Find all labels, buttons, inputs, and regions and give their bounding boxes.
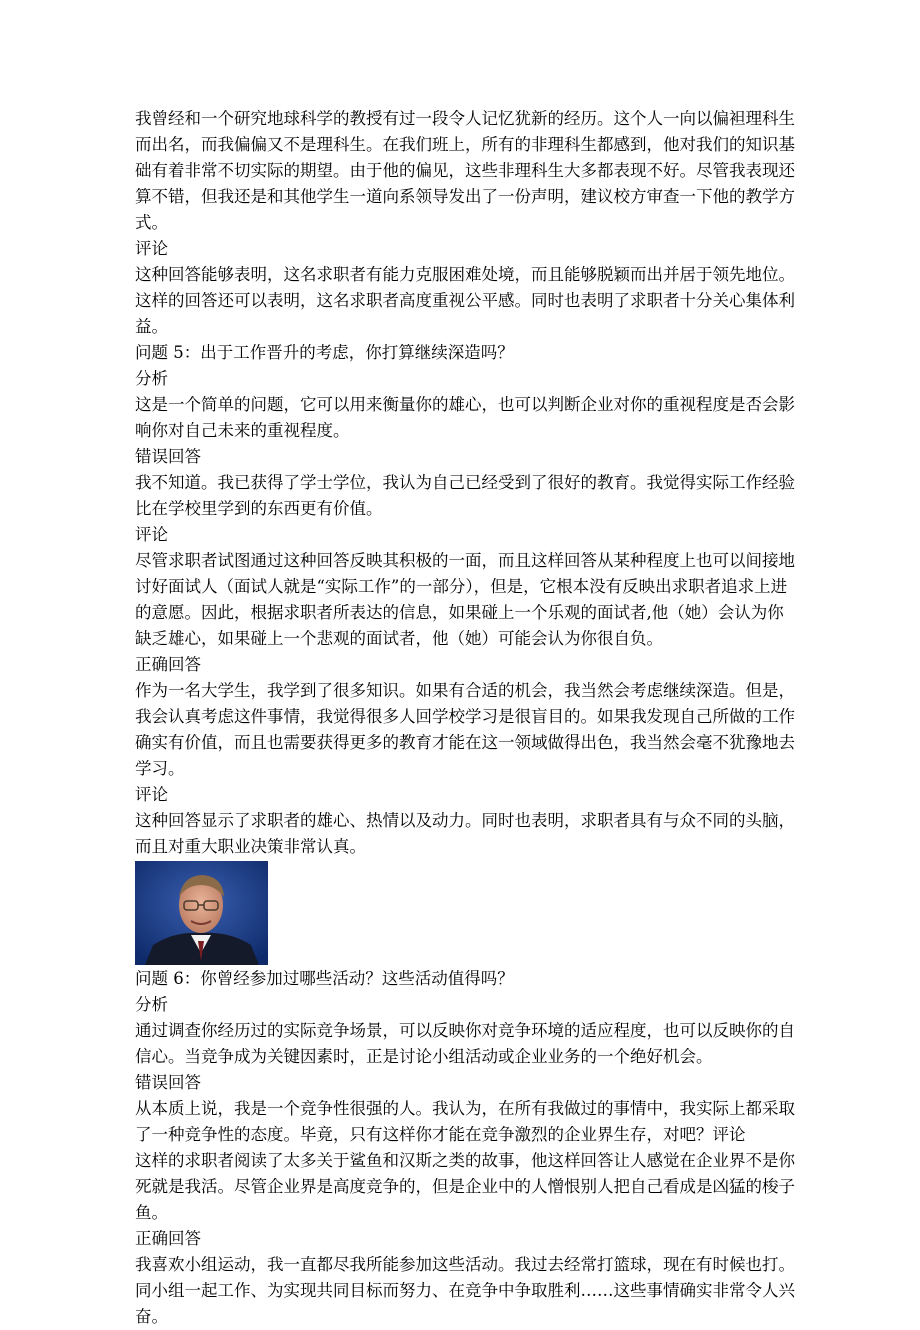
correct-answer-heading: 正确回答 — [135, 1229, 201, 1248]
wrong-answer-paragraph: 我不知道。我已获得了学士学位，我认为自己已经受到了很好的教育。我觉得实际工作经验比在学校里学到的东西更有价值。 — [135, 473, 795, 518]
wrong-answer-heading: 错误回答 — [135, 1073, 201, 1092]
analysis-paragraph: 这是一个简单的问题，它可以用来衡量你的雄心，也可以判断企业对你的重视程度是否会影响你对自己未来的重视程度。 — [135, 395, 795, 440]
analysis-heading: 分析 — [135, 995, 168, 1014]
correct-answer-paragraph: 作为一名大学生，我学到了很多知识。如果有合适的机会，我当然会考虑继续深造。但是，我会认真考虑这件事情，我觉得很多人回学校学习是很盲目的。如果我发现自己所做的工作确实有价值，而且也需要获得更多的教育才能在这一领域做得出色，我当然会毫不犹豫地去学习。 — [135, 681, 795, 778]
comment-paragraph: 这样的求职者阅读了太多关于鲨鱼和汉斯之类的故事，他这样回答让人感觉在企业界不是你死就是我活。尽管企业界是高度竞争的，但是企业中的人憎恨别人把自己看成是凶猛的梭子鱼。 — [135, 1151, 795, 1222]
analysis-paragraph: 通过调查你经历过的实际竞争场景，可以反映你对竞争环境的适应程度，也可以反映你的自信心。当竞争成为关键因素时，正是讨论小组活动或企业业务的一个绝好机会。 — [135, 1021, 795, 1066]
question-6-title: 问题 6：你曾经参加过哪些活动？这些活动值得吗？ — [135, 969, 514, 988]
document-body — [135, 106, 795, 1330]
comment-heading: 评论 — [135, 785, 168, 804]
analysis-heading: 分析 — [135, 369, 168, 388]
comment-paragraph: 这种回答显示了求职者的雄心、热情以及动力。同时也表明，求职者具有与众不同的头脑，而且对重大职业决策非常认真。 — [135, 811, 795, 856]
comment-paragraph: 尽管求职者试图通过这种回答反映其积极的一面，而且这样回答从某种程度上也可以间接地讨好面试人（面试人就是“实际工作”的一部分），但是，它根本没有反映出求职者追求上进的意愿。因此，根据求职者所表达的信息，如果碰上一个乐观的面试者,他（她）会认为你缺乏雄心，如果碰上一个悲观的面试者，他（她）可能会认为你很自负。 — [135, 551, 795, 648]
question-5-title: 问题 5：出于工作晋升的考虑，你打算继续深造吗？ — [135, 343, 514, 362]
portrait-photo — [135, 861, 268, 965]
comment-heading: 评论 — [135, 239, 168, 258]
wrong-answer-paragraph: 从本质上说，我是一个竞争性很强的人。我认为，在所有我做过的事情中，我实际上都采取了一种竞争性的态度。毕竟，只有这样你才能在竞争激烈的企业界生存，对吧？评论 — [135, 1099, 795, 1144]
correct-answer-paragraph: 我喜欢小组运动，我一直都尽我所能参加这些活动。我过去经常打篮球，现在有时候也打。同小组一起工作、为实现共同目标而努力、在竞争中争取胜利……这些事情确实非常令人兴奋。 — [135, 1255, 795, 1326]
comment-paragraph: 这种回答能够表明，这名求职者有能力克服困难处境，而且能够脱颖而出并居于领先地位。这样的回答还可以表明，这名求职者高度重视公平感。同时也表明了求职者十分关心集体利益。 — [135, 265, 795, 336]
wrong-answer-heading: 错误回答 — [135, 447, 201, 466]
comment-heading: 评论 — [135, 525, 168, 544]
intro-paragraph: 我曾经和一个研究地球科学的教授有过一段令人记忆犹新的经历。这个人一向以偏袒理科生而出名，而我偏偏又不是理科生。在我们班上，所有的非理科生都感到，他对我们的知识基础有着非常不切实际的期望。由于他的偏见，这些非理科生大多都表现不好。尽管我表现还算不错，但我还是和其他学生一道向系领导发出了一份声明，建议校方审查一下他的教学方式。 — [135, 109, 795, 232]
correct-answer-heading: 正确回答 — [135, 655, 201, 674]
portrait-image — [135, 861, 268, 965]
